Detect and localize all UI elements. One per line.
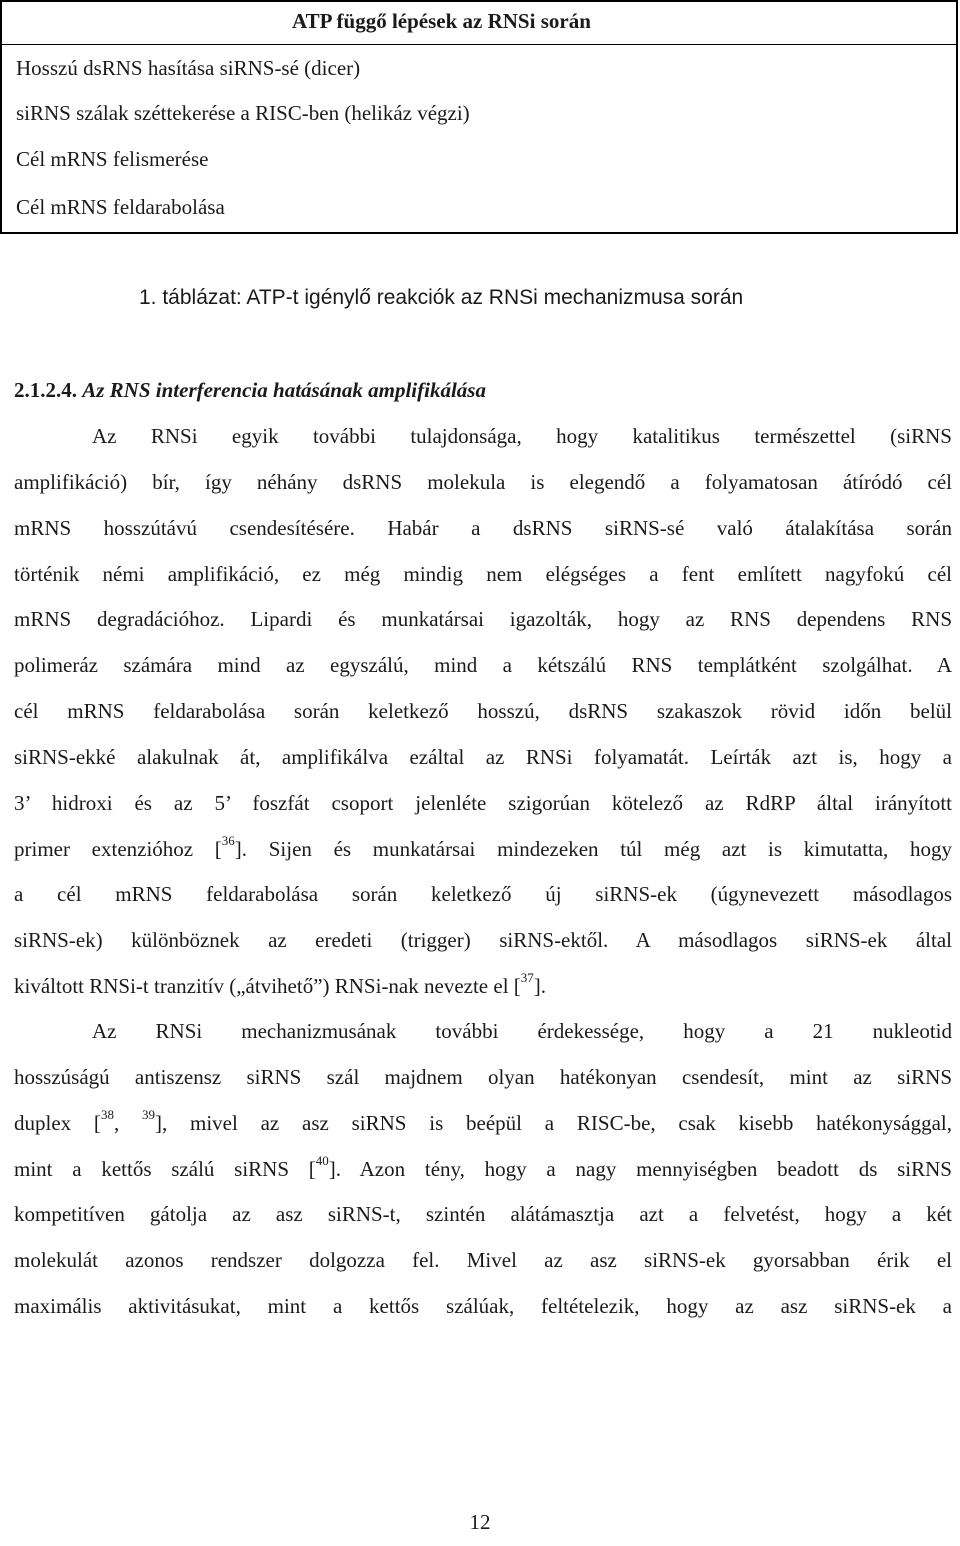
text-line: 3’ hidroxi és az 5’ foszfát csoport jelenléte szigorúan kötelező az RdRP által irányított	[14, 790, 952, 815]
text-line: siRNS-ek) különböznek az eredeti (trigger) siRNS-ektől. A másodlagos siRNS-ek által	[14, 928, 952, 953]
citation-ref: 40	[315, 1152, 329, 1168]
text-fragment: primer extenzióhoz [	[14, 836, 222, 861]
text-fragment: ,	[113, 1110, 142, 1135]
table-header-text: ATP függő lépések az RNSi során	[292, 9, 591, 33]
text-line: maximális aktivitásukat, mint a kettős szálúak, feltételezik, hogy az asz siRNS-ek a	[14, 1294, 952, 1319]
citation-ref: 36	[221, 832, 235, 848]
section-number: 2.1.2.4.	[14, 378, 77, 402]
text-fragment: mint a kettős szálú siRNS [	[14, 1156, 316, 1181]
text-fragment: ], mivel az asz siRNS is beépül a RISC-be, csak kisebb hatékonysággal,	[154, 1110, 952, 1135]
table-row: Hosszú dsRNS hasítása siRNS-sé (dicer)	[16, 56, 361, 80]
page-number: 12	[469, 1510, 491, 1534]
table-header	[2, 2, 956, 45]
text-fragment: kiváltott RNSi-t tranzitív („átvihető”) RNSi-nak nevezte el [	[14, 974, 521, 999]
text-fragment: duplex [	[14, 1110, 101, 1135]
text-line: siRNS-ekké alakulnak át, amplifikálva ezáltal az RNSi folyamatát. Leírták azt is, hogy a	[14, 744, 952, 769]
text-line: cél mRNS feldarabolása során keletkező hosszú, dsRNS szakaszok rövid időn belül	[14, 699, 952, 724]
citation-ref: 37	[520, 970, 534, 986]
text-line: a cél mRNS feldarabolása során keletkező új siRNS-ek (úgynevezett másodlagos	[14, 882, 952, 907]
citation-ref: 39	[141, 1106, 155, 1122]
paragraph-2	[14, 1015, 952, 1336]
text-fragment: ]. Sijen és munkatársai mindezeken túl még azt is kimutatta, hogy	[234, 836, 952, 861]
text-line	[14, 970, 952, 1016]
citation-ref: 38	[100, 1106, 114, 1122]
text-line	[14, 1153, 952, 1199]
table-row: Cél mRNS feldarabolása	[16, 195, 225, 219]
text-line: molekulát azonos rendszer dolgozza fel. Mivel az asz siRNS-ek gyorsabban érik el	[14, 1248, 952, 1273]
text-fragment: ].	[533, 974, 547, 999]
text-line	[14, 833, 952, 879]
text-line: kompetitíven gátolja az asz siRNS-t, szintén alátámasztja azt a felvetést, hogy a két	[14, 1202, 952, 1227]
text-line: Az RNSi mechanizmusának további érdekessége, hogy a 21 nukleotid	[92, 1019, 952, 1043]
text-line: Az RNSi egyik további tulajdonsága, hogy katalitikus természettel (siRNS	[92, 424, 952, 448]
text-line	[14, 1107, 952, 1153]
section-title: Az RNS interferencia hatásának amplifikálása	[82, 378, 486, 402]
section-heading	[14, 374, 486, 406]
paragraph-1	[14, 420, 952, 1016]
table-row: Cél mRNS felismerése	[16, 147, 209, 171]
table-caption: 1. táblázat: ATP-t igénylő reakciók az RNSi mechanizmusa során	[139, 286, 744, 309]
text-line: hosszúságú antiszensz siRNS szál majdnem olyan hatékonyan csendesít, mint az siRNS	[14, 1064, 952, 1089]
text-line: mRNS degradációhoz. Lipardi és munkatársai igazolták, hogy az RNS dependens RNS	[14, 607, 952, 632]
text-line: történik némi amplifikáció, ez még mindig nem elégséges a fent említett nagyfokú cél	[14, 561, 952, 586]
text-line: mRNS hosszútávú csendesítésére. Habár a dsRNS siRNS-sé való átalakítása során	[14, 515, 952, 540]
atp-steps-table	[0, 0, 958, 234]
text-fragment: ]. Azon tény, hogy a nagy mennyiségben beadott ds siRNS	[328, 1156, 952, 1181]
table-row: siRNS szálak széttekerése a RISC-ben (helikáz végzi)	[16, 101, 470, 125]
text-line: polimeráz számára mind az egyszálú, mind a kétszálú RNS templátként szolgálhat. A	[14, 653, 952, 678]
text-line: amplifikáció) bír, így néhány dsRNS molekula is elegendő a folyamatosan átíródó cél	[14, 469, 952, 494]
